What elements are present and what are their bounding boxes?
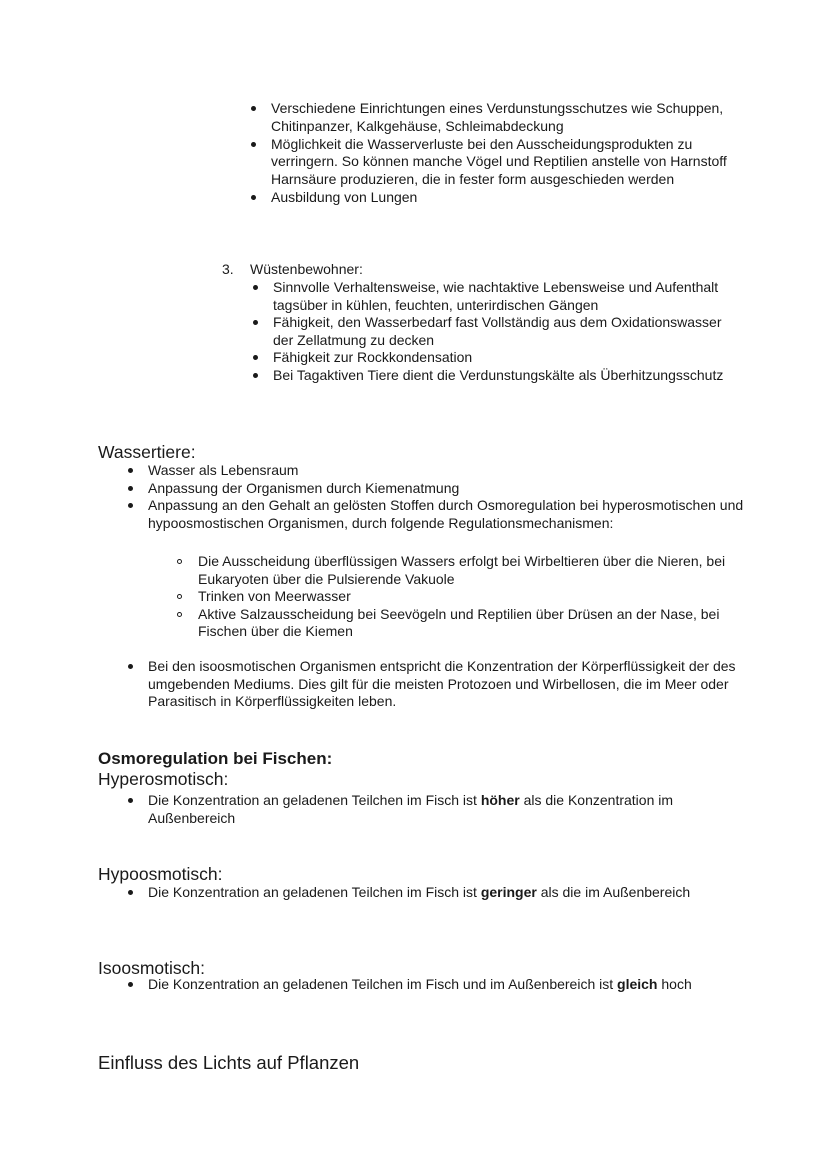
subheading-hypoosmotisch: Hypoosmotisch: [98,864,223,884]
list-item [148,792,748,827]
text-segment: Die Konzentration an geladenen Teilchen im Fisch ist [148,884,481,900]
isoosmotisch-list [148,976,748,994]
subheading-isoosmotisch: Isoosmotisch: [98,958,205,978]
emphasis: höher [480,792,520,808]
section-heading-wassertiere: Wassertiere: [98,442,196,462]
desert-bullet-list [273,279,733,385]
list-item [148,976,748,994]
list-item: Bei Tagaktiven Tiere dient die Verdunstungskälte als Überhitzungsschutz [273,367,733,385]
item-number: 3. [222,261,234,277]
top-bullet-list [271,100,741,207]
list-item: Anpassung der Organismen durch Kiemenatmung [148,480,748,498]
sub-list-item: Die Ausscheidung überflüssigen Wassers erfolgt bei Wirbeltieren über die Nieren, bei Eukaryoten über die Pulsierende Vakuole [198,553,738,588]
text-segment: als die im Außenbereich [536,884,691,900]
list-item: Ausbildung von Lungen [271,189,741,207]
item-title: Wüstenbewohner: [250,261,363,277]
sub-list-item: Trinken von Meerwasser [198,588,738,606]
list-item: Anpassung an den Gehalt an gelösten Stoffen durch Osmoregulation bei hyperosmotischen und hypoosmostischen Organismen, durch folgende Regulationsmechanismen: [148,497,748,532]
hyperosmotisch-list [148,792,748,827]
list-item: Möglichkeit die Wasserverluste bei den Ausscheidungsprodukten zu verringern. So können manche Vögel und Reptilien anstelle von Harnstoff Harnsäure produzieren, die in fester form ausgeschieden werden [271,136,741,189]
subheading-hyperosmotisch: Hyperosmotisch: [98,769,229,789]
list-item [148,884,748,902]
text-segment: als die Konzentration im Außenbereich [148,792,674,826]
list-item: Sinnvolle Verhaltensweise, wie nachtaktive Lebensweise und Aufenthalt tagsüber in kühlen, feuchten, unterirdischen Gängen [273,279,733,314]
sub-list-item: Aktive Salzausscheidung bei Seevögeln und Reptilien über Drüsen an der Nase, bei Fischen über die Kiemen [198,606,738,641]
section-heading-osmoregulation: Osmoregulation bei Fischen: [98,749,333,768]
emphasis: geringer [480,884,537,900]
text-segment: Die Konzentration an geladenen Teilchen im Fisch ist [148,792,481,808]
wassertiere-bullet-list-continued [148,658,748,711]
text-segment: hoch [657,976,692,992]
list-item: Bei den isoosmotischen Organismen entspricht die Konzentration der Körperflüssigkeit der des umgebenden Mediums. Dies gilt für die meisten Protozoen und Wirbellosen, die im Meer oder Parasitisch in Körperflüssigkeiten leben. [148,658,748,711]
regulation-sub-list [198,553,738,641]
text-segment: Die Konzentration an geladenen Teilchen im Fisch und im Außenbereich ist [148,976,618,992]
list-item: Verschiedene Einrichtungen eines Verdunstungsschutzes wie Schuppen, Chitinpanzer, Kalkgehäuse, Schleimabdeckung [271,100,741,135]
list-item: Fähigkeit zur Rockkondensation [273,349,733,367]
section-heading-licht: Einfluss des Lichts auf Pflanzen [98,1052,360,1073]
list-item: Fähigkeit, den Wasserbedarf fast Vollständig aus dem Oxidationswasser der Zellatmung zu decken [273,314,733,349]
emphasis: gleich [617,976,658,992]
wassertiere-bullet-list [148,462,748,532]
hypoosmotisch-list [148,884,748,902]
list-item: Wasser als Lebensraum [148,462,748,480]
